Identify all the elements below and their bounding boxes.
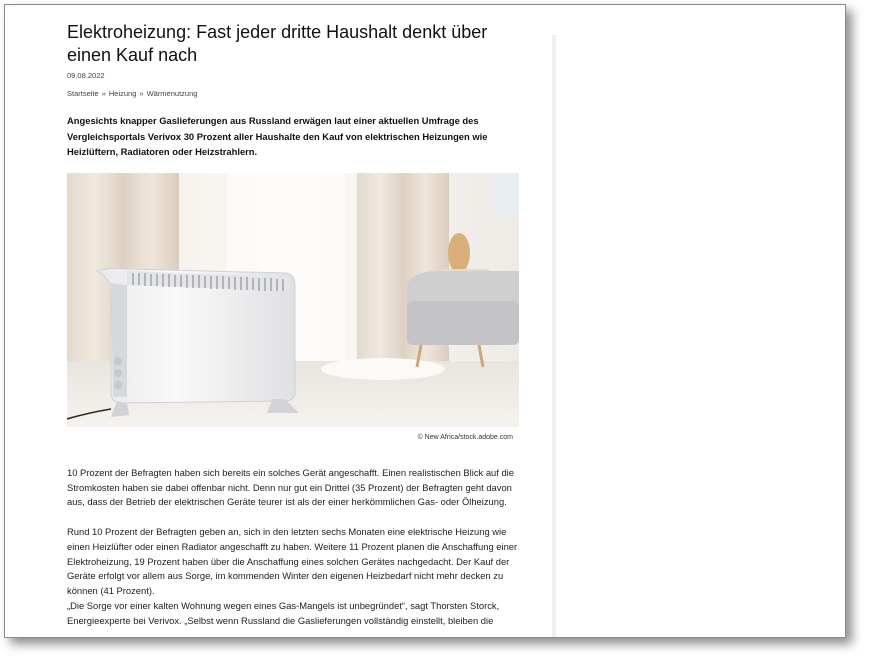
convector-heater-photo: [67, 173, 519, 427]
article-paragraph: „Die Sorge vor einer kalten Wohnung wegen eines Gas-Mangels ist unbegründet“, sagt Thorsten Storck, Energieexperte bei Verivox. „Selbst wenn Russland die Gaslieferungen vollständig einstellt, bleiben die: [67, 599, 500, 626]
image-credit: © New Africa/stock.adobe.com: [417, 433, 513, 441]
article-image: [67, 173, 519, 427]
breadcrumb-separator: »: [139, 89, 144, 98]
article-date: 09.08.2022: [67, 71, 105, 80]
article: [67, 21, 519, 629]
article-paragraph: 10 Prozent der Befragten haben sich bereits ein solches Gerät angeschafft. Einen realistischen Blick auf die Stromkosten haben sie dabei offenbar nicht. Denn nur gut ein Drittel (35 Prozent) der Befragten geht davon aus, dass der Betrieb der elektrischen Geräte teurer ist als der einer herkömmlichen Gas- oder Ölheizung.: [67, 466, 514, 508]
breadcrumb: [67, 89, 519, 98]
article-title: Elektroheizung: Fast jeder dritte Haushalt denkt über einen Kauf nach: [67, 22, 488, 65]
article-lead: Angesichts knapper Gaslieferungen aus Russland erwägen laut einer aktuellen Umfrage des Vergleichsportals Verivox 30 Prozent aller Haushalte den Kauf von elektrischen Heizungen wie Heizlüftern, Radiatoren oder Heizstrahlern.: [67, 115, 488, 158]
breadcrumb-separator: »: [101, 89, 106, 98]
breadcrumb-link-waermenutzung[interactable]: Wärmenutzung: [146, 89, 198, 98]
breadcrumb-link-startseite[interactable]: Startseite: [67, 89, 99, 98]
article-paragraph: Rund 10 Prozent der Befragten geben an, sich in den letzten sechs Monaten eine elektrische Heizung wie einen Heizlüfter oder einen Radiator angeschafft zu haben. Weitere 11 Prozent planen die Anschaffung einer Elektroheizung, 19 Prozent haben über die Anschaffung eines solchen Gerätes nachgedacht. Der Kauf der Geräte erfolgt vor allem aus Sorge, im kommenden Winter den eigenen Heizbedarf nicht mehr decken zu können (41 Prozent).: [67, 525, 518, 597]
sidebar-divider: [552, 35, 556, 637]
article-body: [67, 466, 519, 629]
breadcrumb-link-heizung[interactable]: Heizung: [108, 89, 137, 98]
browser-page: [4, 4, 846, 638]
